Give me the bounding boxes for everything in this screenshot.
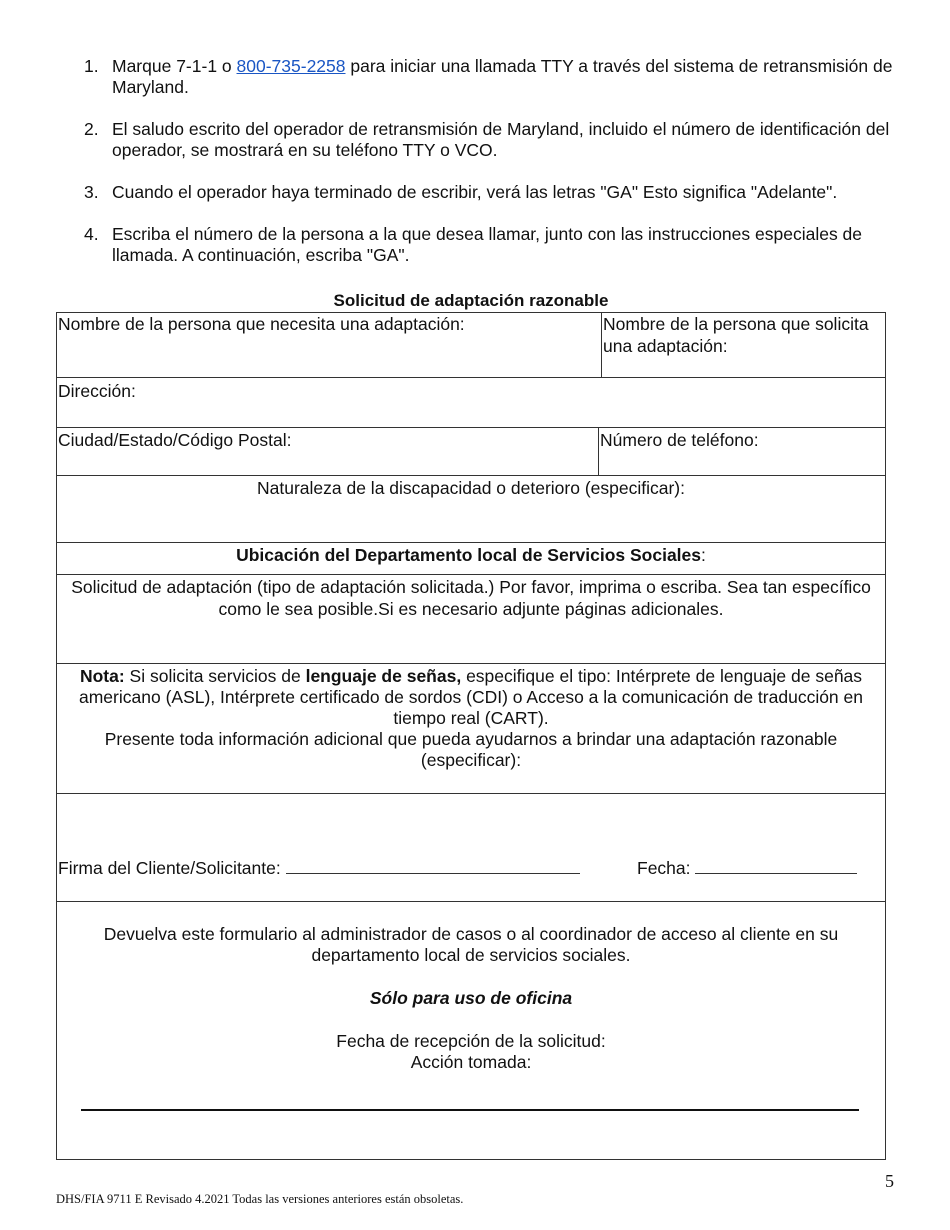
- city-state-zip-label: Ciudad/Estado/Código Postal:: [58, 430, 292, 450]
- city-state-zip-field[interactable]: [58, 429, 596, 475]
- request-label: Solicitud de adaptación (tipo de adaptación solicitada.) Por favor, imprima o escriba. Sea tan específico como le sea posible.Si es necesario adjunte páginas adicionales.: [71, 577, 871, 619]
- instructions-list: [84, 56, 904, 287]
- office-only-heading: Sólo para uso de oficina: [369, 988, 573, 1008]
- page-number: 5: [885, 1171, 894, 1191]
- return-instructions: Devuelva este formulario al administrador de casos o al coordinador de acceso al cliente en su departamento local de servicios sociales.: [103, 924, 839, 965]
- disability-field[interactable]: [57, 476, 885, 543]
- person-requesting-label: Nombre de la persona que solicita una adaptación:: [603, 314, 869, 356]
- step-number: 3.: [84, 182, 99, 202]
- person-requesting-field[interactable]: [601, 313, 885, 377]
- signature-line[interactable]: [286, 859, 580, 874]
- person-needing-label: Nombre de la persona que necesita una adaptación:: [58, 314, 465, 334]
- office-section: [57, 902, 885, 1159]
- city-phone-row: [57, 428, 885, 476]
- received-date-label: Fecha de recepción de la solicitud:: [336, 1031, 606, 1051]
- date-line[interactable]: [695, 859, 857, 874]
- date-label: Fecha:: [637, 858, 691, 878]
- location-field[interactable]: Ubicación del Departamento local de Servicios Sociales:: [57, 543, 885, 575]
- instruction-step-2: 2. El saludo escrito del operador de retransmisión de Maryland, incluido el número de identificación del operador, se mostrará en su teléfono TTY o VCO.: [84, 119, 890, 160]
- relay-phone-link[interactable]: 800-735-2258: [236, 56, 346, 76]
- sign-language-note: Nota: Si solicita servicios de lenguaje de señas, especifique el tipo: Intérprete de lenguaje de señas americano (ASL), Intérprete certificado de sordos (CDI) o Acceso a la comunicación de traducción en tiempo real (CART).: [79, 666, 863, 728]
- address-field[interactable]: [57, 378, 885, 428]
- notes-section[interactable]: [57, 664, 885, 794]
- address-label: Dirección:: [58, 381, 136, 401]
- names-row: [57, 313, 885, 378]
- office-action-line[interactable]: [81, 1109, 859, 1111]
- step-number: 1.: [84, 56, 99, 76]
- instruction-step-3: 3. Cuando el operador haya terminado de escribir, verá las letras "GA" Esto significa "Adelante".: [84, 182, 838, 202]
- person-needing-field[interactable]: [58, 313, 598, 377]
- additional-info-label: Presente toda información adicional que pueda ayudarnos a brindar una adaptación razonable (especificar):: [104, 729, 838, 770]
- signature-row: [57, 794, 885, 902]
- step-number: 2.: [84, 119, 99, 139]
- signature-label: Firma del Cliente/Solicitante:: [58, 858, 281, 878]
- accommodation-form: [56, 312, 886, 1160]
- instruction-step-1: 1. Marque 7-1-1 o 800-735-2258 para iniciar una llamada TTY a través del sistema de retransmisión de Maryland.: [84, 56, 893, 97]
- location-label: Ubicación del Departamento local de Servicios Sociales: [236, 545, 702, 565]
- disability-label: Naturaleza de la discapacidad o deterioro (especificar):: [256, 478, 685, 498]
- phone-field[interactable]: [598, 428, 885, 475]
- instruction-step-4: 4. Escriba el número de la persona a la que desea llamar, junto con las instrucciones especiales de llamada. A continuación, escriba "GA".: [84, 224, 863, 265]
- request-field[interactable]: [57, 575, 885, 664]
- phone-label: Número de teléfono:: [600, 430, 759, 450]
- step-number: 4.: [84, 224, 99, 244]
- form-title: Solicitud de adaptación razonable: [333, 291, 609, 310]
- form-footer: DHS/FIA 9711 E Revisado 4.2021 Todas las versiones anteriores están obsoletas.: [56, 1192, 464, 1206]
- action-taken-label: Acción tomada:: [410, 1052, 532, 1072]
